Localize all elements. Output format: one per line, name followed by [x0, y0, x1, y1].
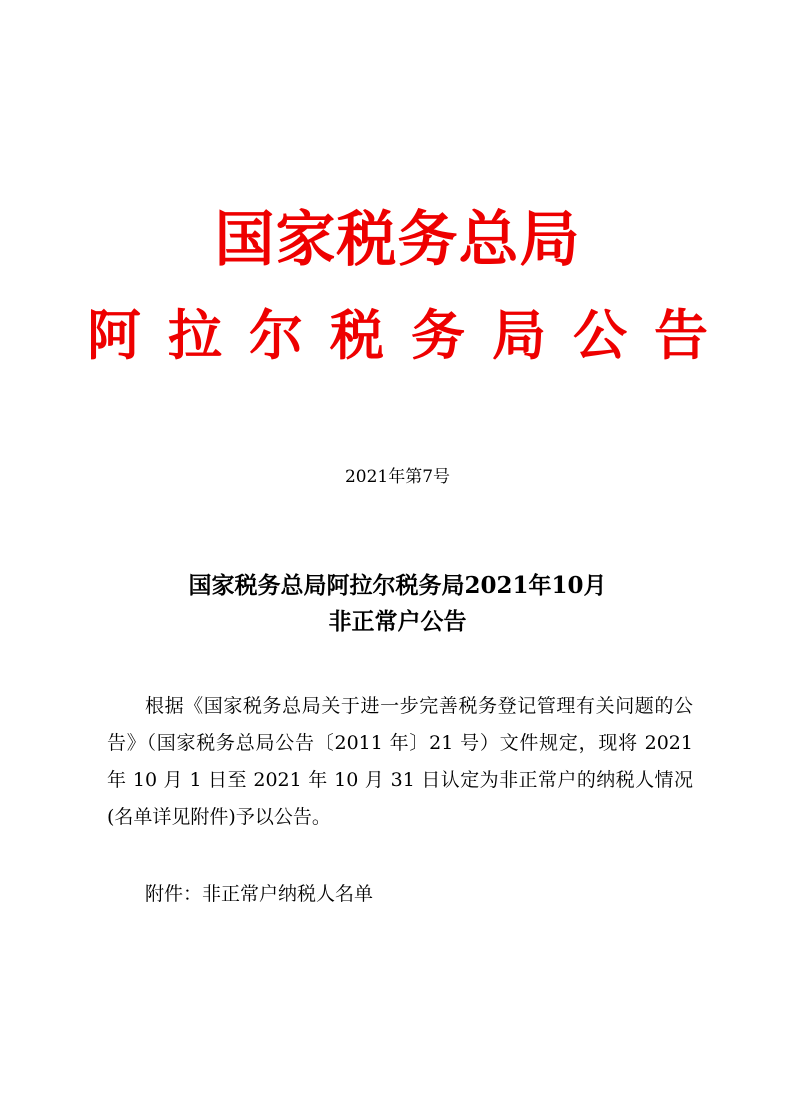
document-title — [0, 568, 795, 640]
agency-header-line-1: 国家税务总局 — [214, 205, 581, 275]
attachment-note: 附件：非正常户纳税人名单 — [145, 883, 374, 905]
body-paragraph: 根据《国家税务总局关于进一步完善税务登记管理有关问题的公告》（国家税务总局公告〔2011 年〕21 号）文件规定，现将 2021 年 10 月 1 日至 2021 年 10 月 31 日认定为非正常户的纳税人情况(名单详见附件)予以公告。 — [107, 695, 693, 828]
document-number: 2021年第7号 — [344, 467, 451, 487]
agency-header-line-2: 阿拉尔税务局公告 — [87, 304, 735, 367]
document-title-line-2: 非正常户公告 — [328, 608, 467, 635]
document-title-line-1: 国家税务总局阿拉尔税务局2021年10月 — [188, 572, 607, 599]
